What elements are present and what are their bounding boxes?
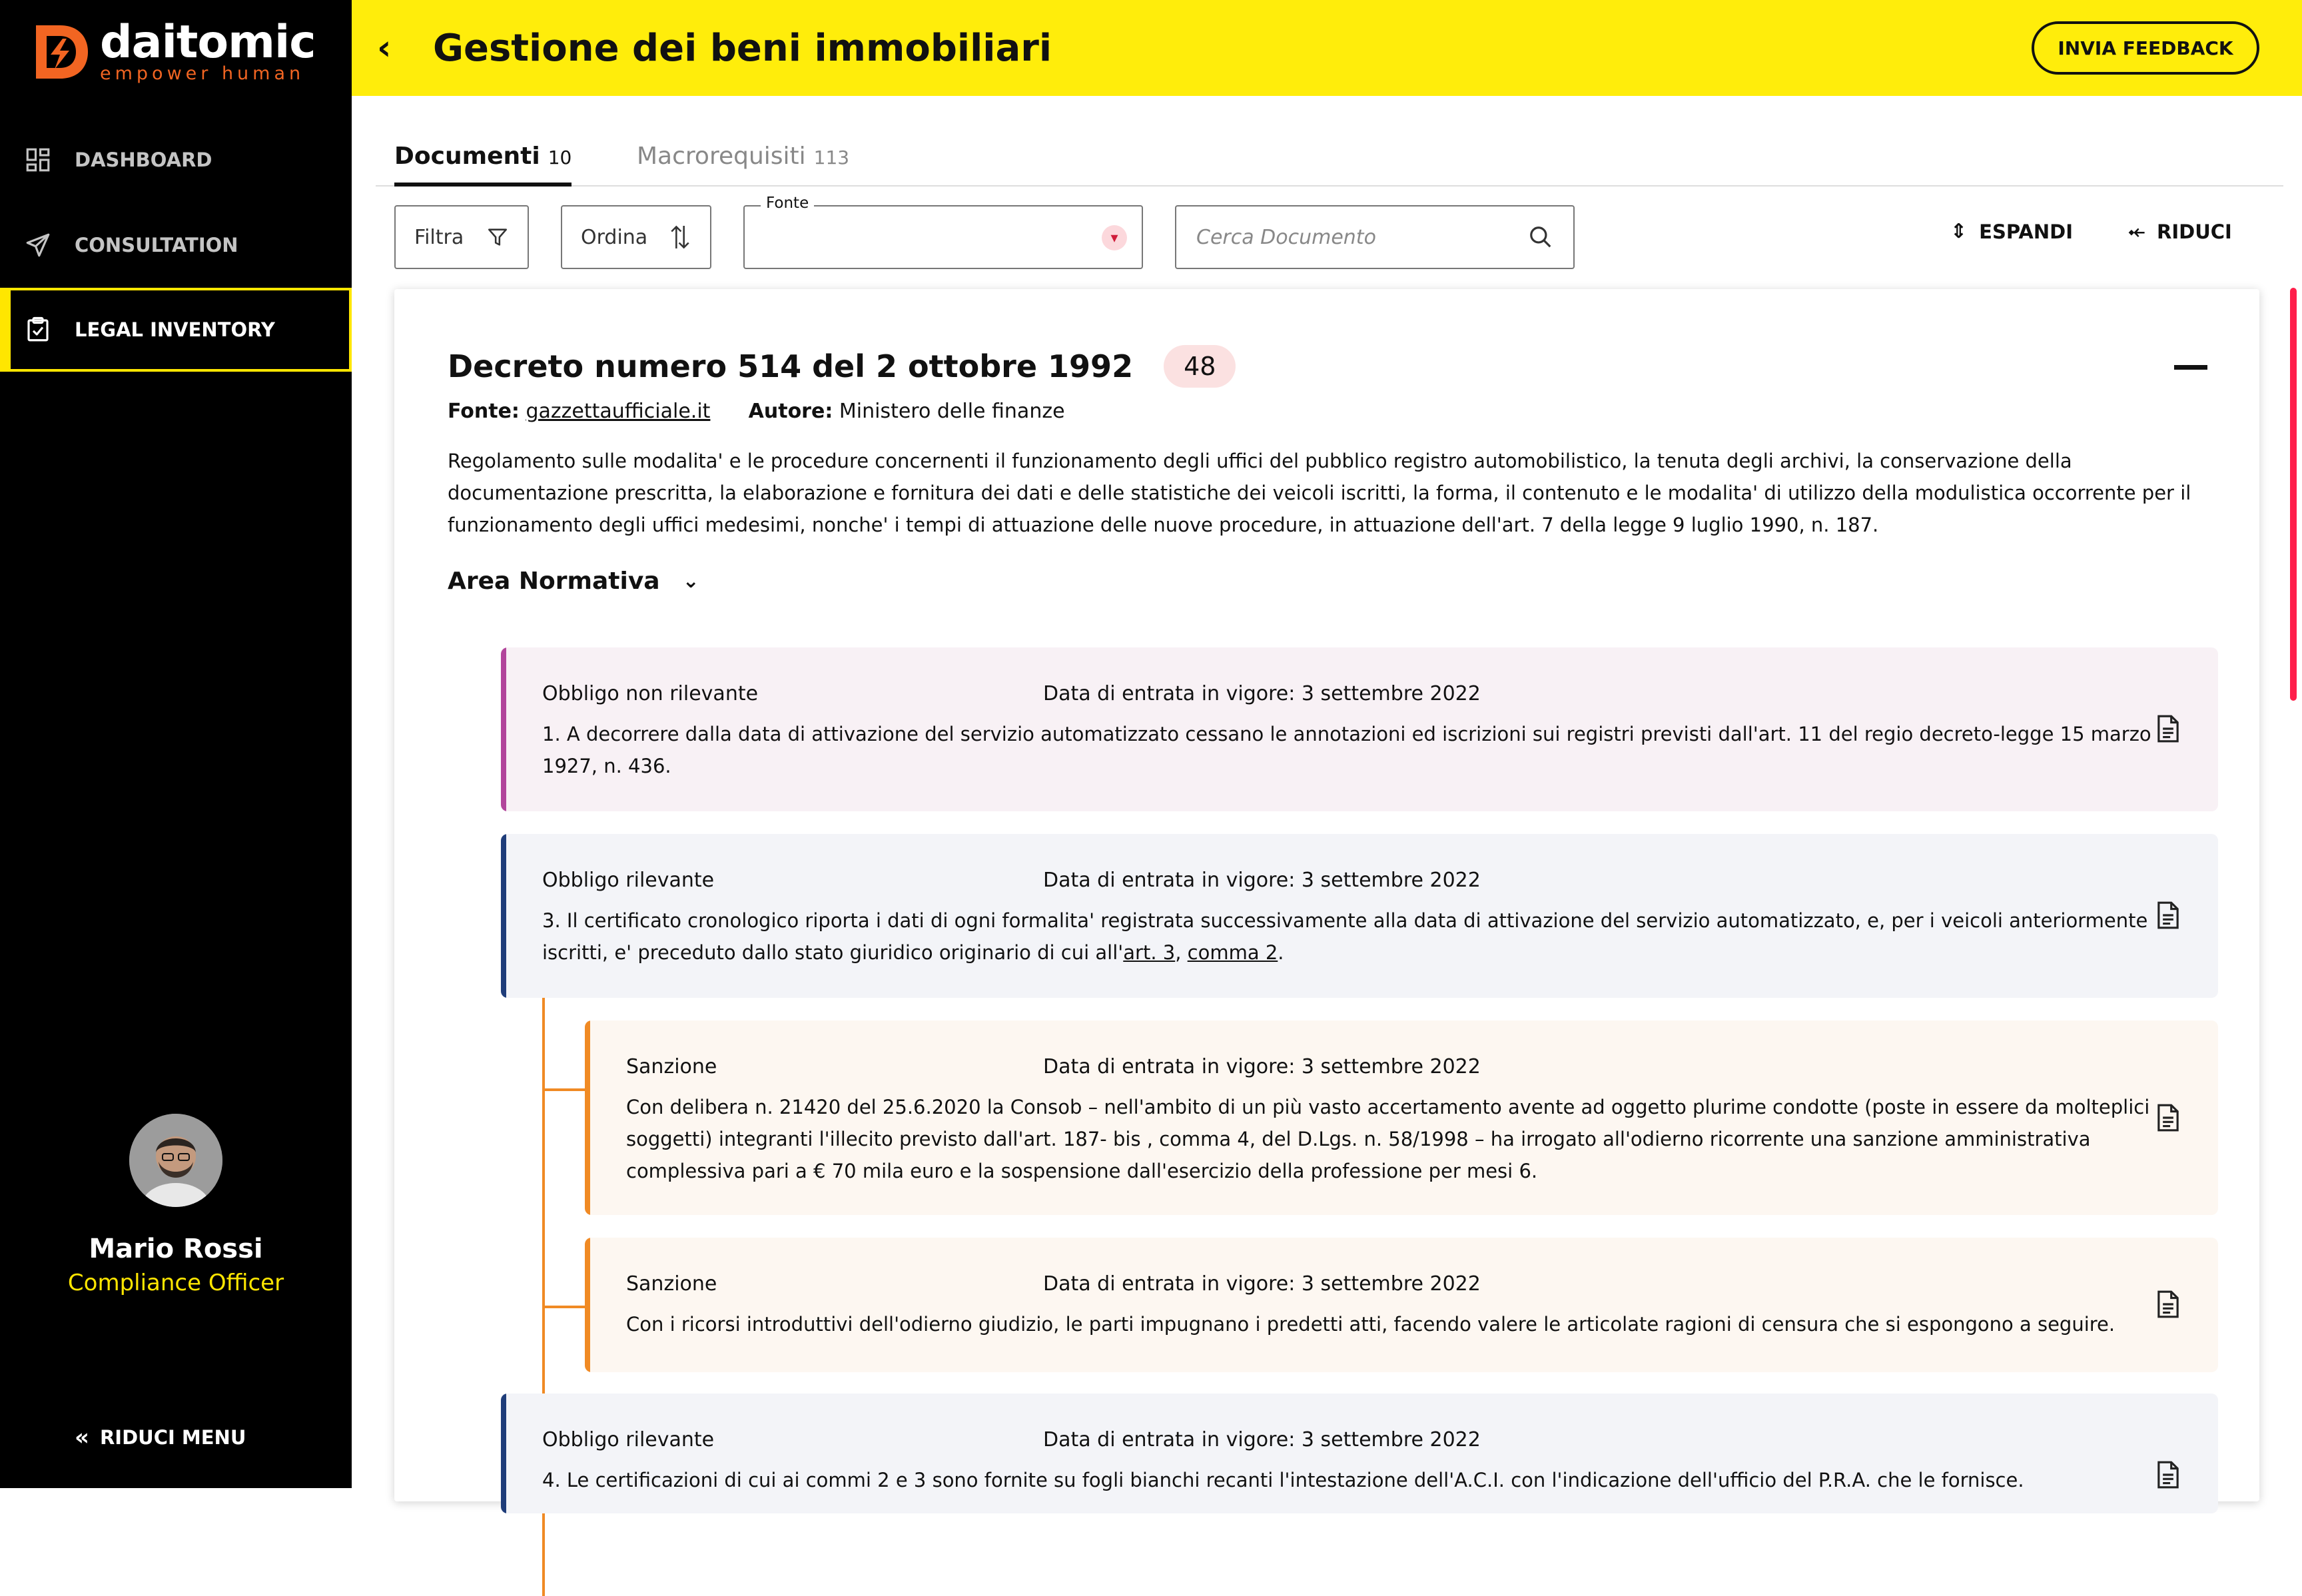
sanction-accent	[585, 1020, 590, 1215]
user-role: Compliance Officer	[67, 1270, 284, 1296]
area-normativa-label: Area Normativa	[448, 568, 660, 595]
sanction-item[interactable]	[585, 1020, 2218, 1215]
obligation-text	[542, 905, 2147, 969]
obligation-item[interactable]	[501, 834, 2218, 998]
author-label: Autore:	[748, 400, 833, 423]
search-icon[interactable]	[1528, 224, 1553, 250]
daitomic-logo-icon	[31, 21, 92, 83]
source-select-label: Fonte	[761, 195, 814, 212]
dashboard-icon	[24, 146, 52, 174]
clipboard-check-icon	[24, 316, 52, 344]
obligation-text-line: 1927, n. 436.	[542, 755, 671, 777]
collapse-icon: ⤝	[2129, 220, 2145, 243]
sanction-accent	[585, 1238, 590, 1372]
tab-bar	[376, 133, 2283, 187]
obligation-text-fragment: ,	[1175, 941, 1188, 964]
sanction-text	[626, 1308, 2115, 1340]
document-icon[interactable]	[2155, 1103, 2181, 1132]
obligation-type: Obbligo non rilevante	[542, 682, 759, 705]
expand-icon: ⇕	[1950, 220, 1968, 243]
expand-all-button[interactable]	[1950, 220, 2073, 243]
tree-connector-branch	[542, 1088, 585, 1091]
document-icon[interactable]	[2155, 1290, 2181, 1319]
avatar[interactable]	[129, 1114, 222, 1207]
sort-button[interactable]	[561, 205, 711, 269]
sanction-text-line: complessiva pari a € 70 mila euro e la sospensione dall'esercizio della professione per mesi 6.	[626, 1160, 1538, 1182]
obligation-text-line: 3. Il certificato cronologico riporta i dati di ogni formalita' registrata successivamente alla data di attivazione del servizio automatizzato, e, per i veicoli anteriormente	[542, 909, 2148, 932]
back-arrow-icon[interactable]: ‹	[377, 28, 392, 68]
obligation-accent	[501, 834, 506, 998]
sanction-text	[626, 1091, 2149, 1187]
sanction-text-line: soggetti) integranti l'illecito previsto dall'art. 187- bis , comma 4, del D.Lgs. n. 58/1998 – ha irrogato all'odierno ricorrente una sanzione amministrativa	[626, 1128, 2091, 1150]
document-icon[interactable]	[2155, 901, 2181, 930]
brand-logo[interactable]	[31, 16, 316, 85]
author-value: Ministero delle finanze	[839, 400, 1065, 423]
search-input[interactable]	[1196, 226, 1503, 249]
brand-name: daitomic	[100, 16, 316, 69]
sort-arrows-icon	[669, 222, 691, 252]
area-normativa-toggle[interactable]	[448, 568, 699, 595]
document-meta	[448, 400, 1065, 423]
document-count-badge: 48	[1164, 345, 1236, 388]
obligation-date: Data di entrata in vigore: 3 settembre 2022	[1043, 869, 1481, 892]
document-description: Regolamento sulle modalita' e le procedure concernenti il funzionamento degli uffici del pubblico registro automobilistico, la tenuta degli archivi, la conservazione della documentazione prescritta, la elaborazione e fornitura dei dati e delle statistiche dei veicoli iscritti, la forma, il contenuto e le modalita' di utilizzo della modulistica occorrente per il funzionamento degli uffici medesimi, nonche' i tempi di attuazione delle nuove procedure, in attuazione dell'art. 7 della legge 9 luglio 1990, n. 187.	[448, 450, 2191, 536]
collapse-menu-label: RIDUCI MENU	[99, 1426, 246, 1449]
page-title: Gestione dei beni immobiliari	[433, 26, 1052, 70]
chevron-down-icon: ⌄	[682, 570, 699, 593]
filter-label: Filtra	[414, 225, 464, 249]
obligation-date: Data di entrata in vigore: 3 settembre 2022	[1043, 682, 1481, 705]
send-feedback-button[interactable]: INVIA FEEDBACK	[2032, 21, 2259, 75]
sidebar-item-dashboard[interactable]	[0, 119, 352, 201]
sanction-text-line: Con i ricorsi introduttivi dell'odierno giudizio, le parti impugnano i predetti atti, facendo valere le articolate ragioni di censura che si espongono a seguire.	[626, 1313, 2115, 1336]
sanction-item[interactable]	[585, 1238, 2218, 1372]
tree-connector-branch	[542, 1306, 585, 1308]
user-name: Mario Rossi	[89, 1234, 263, 1264]
sanction-text-line: Con delibera n. 21420 del 25.6.2020 la Consob – nell'ambito di un più vasto accertamento avente ad oggetto plurime condotte (poste in essere da molteplici	[626, 1096, 2150, 1118]
tab-count: 10	[548, 147, 572, 169]
collapse-menu-button[interactable]	[75, 1424, 246, 1451]
sort-label: Ordina	[581, 225, 648, 249]
comma-link[interactable]: comma 2	[1187, 941, 1278, 964]
sidebar-item-consultation[interactable]	[0, 204, 352, 286]
sanction-type: Sanzione	[626, 1055, 717, 1078]
sanction-type: Sanzione	[626, 1272, 717, 1296]
send-icon	[24, 231, 52, 259]
sidebar-item-legal-inventory[interactable]	[0, 288, 352, 372]
obligation-text-line: 4. Le certificazioni di cui ai commi 2 e 3 sono fornite su fogli bianchi recanti l'intestazione dell'A.C.I. con l'indicazione dell'ufficio del P.R.A. che le fornisce.	[542, 1469, 2024, 1491]
brand-tagline: empower human	[100, 63, 305, 84]
filter-button[interactable]	[394, 205, 529, 269]
document-icon[interactable]	[2155, 714, 2181, 743]
chevron-down-icon: ▾	[1102, 225, 1127, 250]
tab-label: Macrorequisiti	[637, 143, 806, 170]
tab-documenti[interactable]	[394, 143, 572, 170]
obligation-text-line: 1. A decorrere dalla data di attivazione del servizio automatizzato cessano le annotazioni ed iscrizioni sui registri previsti dall'art. 11 del regio decreto-legge 15 marzo	[542, 723, 2151, 745]
document-card	[394, 289, 2259, 1501]
document-icon[interactable]	[2155, 1460, 2181, 1489]
tab-label: Documenti	[394, 143, 540, 170]
sidebar-item-label: CONSULTATION	[75, 234, 238, 256]
tab-count: 113	[813, 147, 850, 169]
document-title: Decreto numero 514 del 2 ottobre 1992	[448, 348, 1134, 384]
collapse-document-icon[interactable]	[2174, 365, 2207, 370]
obligation-item[interactable]	[501, 1394, 2218, 1513]
obligation-text	[542, 1464, 2024, 1496]
document-title-row	[448, 345, 1236, 388]
sanction-date: Data di entrata in vigore: 3 settembre 2022	[1043, 1055, 1481, 1078]
obligation-item[interactable]	[501, 647, 2218, 811]
sidebar-item-label: LEGAL INVENTORY	[75, 318, 275, 341]
sidebar	[0, 0, 352, 1488]
search-field[interactable]	[1175, 205, 1575, 269]
source-select[interactable]	[743, 195, 1143, 269]
filter-icon	[486, 225, 509, 249]
expand-label: ESPANDI	[1979, 220, 2074, 243]
vertical-scrollbar[interactable]	[2290, 288, 2297, 701]
collapse-label: RIDUCI	[2157, 220, 2232, 243]
double-chevron-left-icon: «	[75, 1424, 89, 1451]
tab-macrorequisiti[interactable]	[637, 143, 849, 170]
obligation-text-fragment: iscritti, e' preceduto dallo stato giuridico originario di cui all'	[542, 941, 1124, 964]
sidebar-item-label: DASHBOARD	[75, 149, 212, 171]
obligation-type: Obbligo rilevante	[542, 1428, 715, 1451]
article-link[interactable]: art. 3	[1123, 941, 1176, 964]
source-link[interactable]: gazzettaufficiale.it	[526, 400, 711, 423]
user-profile	[0, 1114, 352, 1296]
sanction-date: Data di entrata in vigore: 3 settembre 2022	[1043, 1272, 1481, 1296]
source-label: Fonte:	[448, 400, 520, 423]
top-header	[352, 0, 2302, 96]
obligation-date: Data di entrata in vigore: 3 settembre 2022	[1043, 1428, 1481, 1451]
obligation-text-fragment: .	[1278, 941, 1284, 964]
obligation-text	[542, 718, 2151, 782]
obligation-accent	[501, 1394, 506, 1513]
obligation-accent	[501, 647, 506, 811]
obligation-text-line	[542, 937, 2147, 969]
obligation-type: Obbligo rilevante	[542, 869, 715, 892]
collapse-all-button[interactable]	[2129, 220, 2232, 243]
